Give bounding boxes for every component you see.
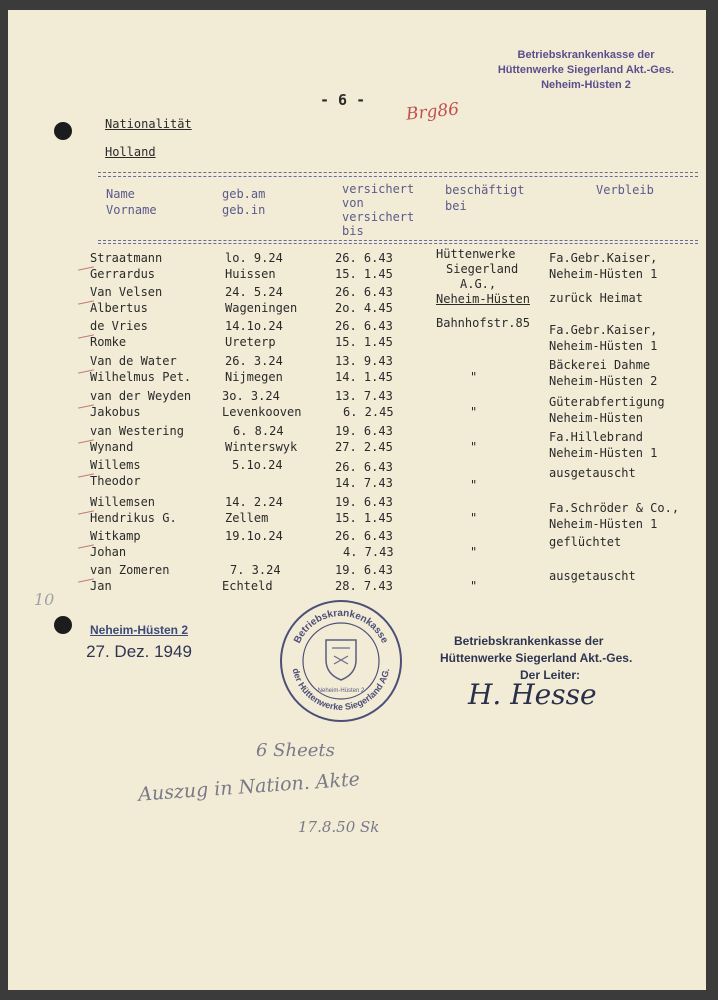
nationality-label: Nationalität (105, 117, 192, 131)
header-bottom-rule-2 (98, 243, 698, 244)
ditto-mark: " (470, 579, 478, 593)
page-number: - 6 - (320, 91, 366, 109)
signature-stamp-line-1: Betriebskrankenkasse der (454, 634, 604, 648)
row-birth-place: Zellem (225, 511, 269, 525)
row-insured-from: 19. 6.43 (335, 424, 393, 438)
row-name: van Zomeren (90, 563, 170, 577)
row-insured-from: 13. 9.43 (335, 354, 393, 368)
row-name: van der Weyden (90, 389, 192, 403)
header-birth: geb.am geb.in (222, 187, 266, 217)
institution-stamp-top (470, 48, 702, 93)
row-birth-date: 26. 3.24 (225, 354, 283, 368)
row-birth-date: 14. 2.24 (225, 495, 283, 509)
seal-bottom-text: der Hüttenwerke Siegerland AG. (290, 667, 392, 713)
row-birth-date: lo. 9.24 (225, 251, 283, 265)
employer-line-5: Bahnhofstr.85 (436, 316, 530, 330)
row-whereabouts-1: geflüchtet (549, 535, 622, 549)
employer-line-4: Neheim-Hüsten (436, 292, 530, 306)
row-birth-place: Echteld (222, 579, 273, 593)
handwritten-date: 17.8.50 Sk (298, 818, 380, 836)
row-insured-from: 26. 6.43 (335, 285, 393, 299)
header-top-rule (98, 172, 698, 173)
ditto-mark: " (470, 545, 478, 559)
ditto-mark: " (470, 405, 478, 419)
row-birth-date: 6. 8.24 (233, 424, 284, 438)
margin-note: 10 (34, 590, 55, 609)
row-name: van Westering (90, 424, 184, 438)
date-stamp (84, 623, 194, 662)
row-vorname: Jakobus (90, 405, 141, 419)
row-vorname: Gerrardus (90, 267, 156, 281)
row-insured-to: 15. 1.45 (335, 511, 393, 525)
row-birth-place: Levenkooven (222, 405, 302, 419)
row-birth-date: 24. 5.24 (225, 285, 283, 299)
row-insured-to: 15. 1.45 (335, 267, 393, 281)
red-annotation: Brg86 (405, 99, 461, 125)
row-birth-place: Nijmegen (225, 370, 283, 384)
row-whereabouts-2: Neheim-Hüsten 2 (549, 374, 658, 388)
signature-stamp-line-3: Der Leiter: (520, 668, 581, 682)
employer-line-3: A.G., (460, 277, 497, 291)
employer-line-2: Siegerland (446, 262, 519, 276)
row-birth-place: Ureterp (225, 335, 276, 349)
header-insured: versichert von versichert bis (342, 182, 415, 238)
row-insured-to: 14. 1.45 (335, 370, 393, 384)
row-whereabouts-1: Fa.Gebr.Kaiser, (549, 251, 658, 265)
header-name: Name Vorname (106, 187, 157, 217)
row-whereabouts-1: ausgetauscht (549, 466, 636, 480)
stamp-line-2: Hüttenwerke Siegerland Akt.-Ges. (497, 64, 675, 76)
row-insured-from: 13. 7.43 (335, 389, 393, 403)
row-name: Willemsen (90, 495, 156, 509)
row-birth-place: Wageningen (225, 301, 298, 315)
row-whereabouts-2: Neheim-Hüsten 1 (549, 446, 658, 460)
ditto-mark: " (470, 511, 478, 525)
row-vorname: Wilhelmus Pet. (90, 370, 192, 384)
row-birth-date: 19.1o.24 (225, 529, 283, 543)
handwritten-sheets: 6 Sheets (256, 740, 335, 761)
date-stamp-date: 27. Dez. 1949 (86, 642, 192, 661)
row-name: Straatmann (90, 251, 163, 265)
row-whereabouts-2: Neheim-Hüsten (549, 411, 643, 425)
row-insured-to: 14. 7.43 (335, 476, 393, 490)
row-insured-from: 19. 6.43 (335, 563, 393, 577)
row-birth-place: Huissen (225, 267, 276, 281)
row-name: Van Velsen (90, 285, 163, 299)
row-whereabouts-1: ausgetauscht (549, 569, 636, 583)
row-whereabouts-1: zurück Heimat (549, 291, 643, 305)
row-insured-to: 2o. 4.45 (335, 301, 393, 315)
row-vorname: Romke (90, 335, 127, 349)
row-insured-from: 19. 6.43 (335, 495, 393, 509)
punch-hole-top (54, 122, 72, 140)
row-whereabouts-2: Neheim-Hüsten 1 (549, 267, 658, 281)
stamp-line-1: Betriebskrankenkasse der (517, 49, 655, 61)
round-seal (278, 598, 404, 724)
row-insured-to: 27. 2.45 (335, 440, 393, 454)
row-name: Witkamp (90, 529, 141, 543)
row-whereabouts-1: Fa.Gebr.Kaiser, (549, 323, 658, 337)
ditto-mark: " (470, 478, 478, 492)
row-insured-to: 15. 1.45 (335, 335, 393, 349)
row-birth-date: 7. 3.24 (230, 563, 281, 577)
row-insured-to: 28. 7.43 (335, 579, 393, 593)
row-birth-date: 5.1o.24 (232, 458, 283, 472)
row-name: Willems (90, 458, 141, 472)
ditto-mark: " (470, 440, 478, 454)
employer-block (436, 247, 530, 307)
ditto-mark: " (470, 370, 478, 384)
header-employed: beschäftigt bei (445, 183, 525, 213)
row-insured-from: 26. 6.43 (335, 319, 393, 333)
row-whereabouts-2: Neheim-Hüsten 1 (549, 339, 658, 353)
row-whereabouts-1: Fa.Hillebrand (549, 430, 643, 444)
handwritten-excerpt: Auszug in Nation. Akte (137, 768, 361, 806)
row-vorname: Theodor (90, 474, 141, 488)
row-vorname: Johan (90, 545, 127, 559)
signature: H. Hesse (468, 678, 597, 711)
punch-hole-bottom (54, 616, 72, 634)
row-insured-to: 6. 2.45 (343, 405, 394, 419)
document-page (8, 10, 706, 990)
row-whereabouts-2: Neheim-Hüsten 1 (549, 517, 658, 531)
row-birth-place: Winterswyk (225, 440, 298, 454)
row-insured-from: 26. 6.43 (335, 251, 393, 265)
date-stamp-place: Neheim-Hüsten 2 (89, 623, 189, 637)
stamp-line-3: Neheim-Hüsten 2 (541, 79, 631, 91)
signature-stamp-line-2: Hüttenwerke Siegerland Akt.-Ges. (440, 651, 633, 665)
seal-center-text: Neheim-Hüsten 2 (317, 688, 365, 694)
row-vorname: Hendrikus G. (90, 511, 177, 525)
nationality-value: Holland (105, 145, 156, 159)
row-vorname: Jan (90, 579, 112, 593)
row-vorname: Wynand (90, 440, 134, 454)
row-birth-date: 14.1o.24 (225, 319, 283, 333)
header-top-rule-2 (98, 176, 698, 177)
row-birth-date: 3o. 3.24 (222, 389, 280, 403)
signature-stamp (440, 633, 632, 684)
row-insured-to: 4. 7.43 (343, 545, 394, 559)
row-name: de Vries (90, 319, 148, 333)
row-whereabouts-1: Güterabfertigung (549, 395, 665, 409)
seal-top-text: Betriebskrankenkasse (292, 607, 390, 646)
header-whereabouts: Verbleib (596, 183, 654, 197)
row-whereabouts-1: Bäckerei Dahme (549, 358, 651, 372)
row-insured-from: 26. 6.43 (335, 529, 393, 543)
row-name: Van de Water (90, 354, 177, 368)
row-vorname: Albertus (90, 301, 148, 315)
header-bottom-rule (98, 240, 698, 241)
row-insured-from: 26. 6.43 (335, 460, 393, 474)
row-whereabouts-1: Fa.Schröder & Co., (549, 501, 680, 515)
employer-line-1: Hüttenwerke (436, 247, 516, 261)
